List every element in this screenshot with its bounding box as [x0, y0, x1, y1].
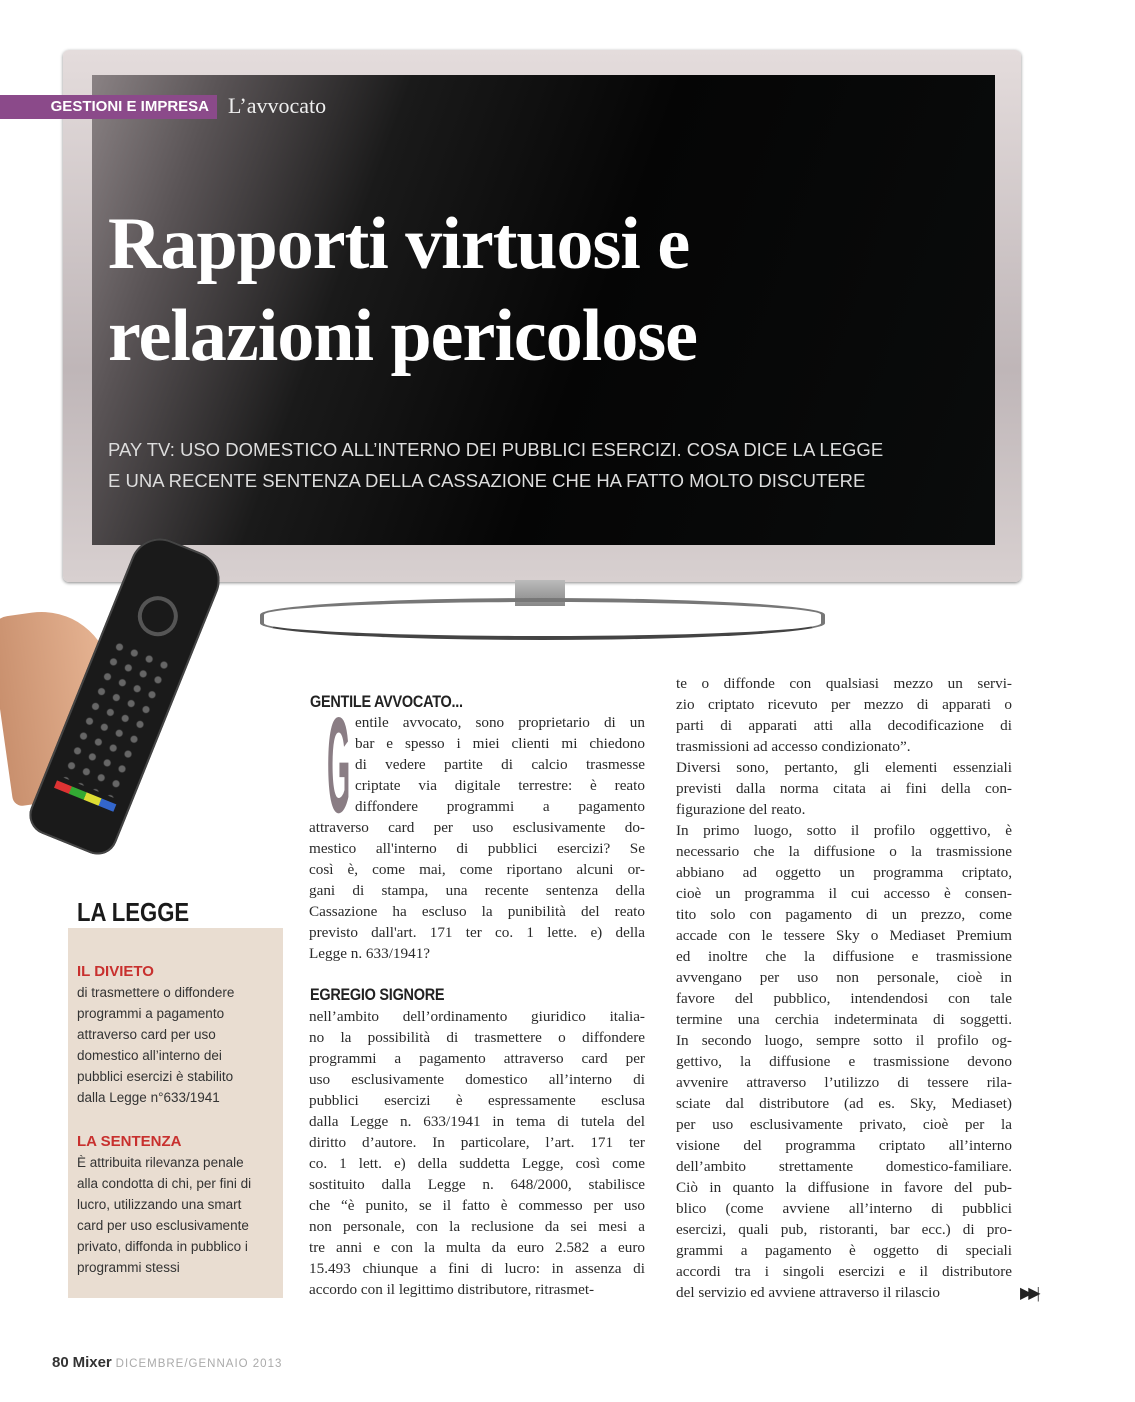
- text-line: dell’ambito strettamente domestico-familiare.: [676, 1158, 1012, 1175]
- text-line: che “è punito, se il fatto è commesso per uso: [309, 1197, 645, 1214]
- answer-column-2: [676, 673, 1012, 1303]
- text-line: per uso esclusivamente privato, cioè per la: [676, 1116, 1012, 1133]
- text-line: gettivo, la diffusione e trasmissione devono: [676, 1053, 1012, 1070]
- text-line: programmi a pagamento attraverso card per: [309, 1050, 645, 1067]
- text-line: avvenire attraverso l’utilizzo di tessere rila-: [676, 1074, 1012, 1091]
- issue-date: DICEMBRE/GENNAIO 2013: [115, 1358, 283, 1370]
- text-line: cioè un programma il cui accesso è consen-: [676, 885, 1012, 902]
- text-line: esercizi, quali pub, ristoranti, bar ecc.) di pro-: [676, 1221, 1012, 1238]
- text-line: figurazione del reato.: [676, 801, 806, 818]
- sidebar-line: lucro, utilizzando una smart: [77, 1197, 242, 1212]
- text-line: così è, come mai, come riportano alcuni or-: [309, 861, 645, 878]
- section-tag: GESTIONI E IMPRESA: [0, 95, 217, 119]
- text-line: accordo con il legittimo distributore, ritrasmet-: [309, 1281, 595, 1298]
- text-line: tre anni e con la multa da euro 2.582 a euro: [309, 1239, 645, 1256]
- text-line: ed inoltre che la diffusione e trasmissione: [676, 948, 1012, 965]
- text-line: dalla Legge n. 633/1941 in tema di tutela del: [309, 1113, 645, 1130]
- text-line: favore del pubblico, intendendosi con tale: [676, 990, 1012, 1007]
- sidebar-line: privato, diffonda in pubblico i: [77, 1239, 248, 1254]
- text-line: non personale, con la reclusione da sei mesi a: [309, 1218, 645, 1235]
- drop-cap: G: [327, 716, 351, 814]
- text-line: uso esclusivamente domestico all’interno di: [309, 1071, 645, 1088]
- text-line: trasmissioni ad accesso condizionato”.: [676, 738, 911, 755]
- sidebar-heading: LA SENTENZA: [77, 1133, 182, 1150]
- sidebar-line: attraverso card per uso: [77, 1027, 216, 1042]
- text-line: Cassazione ha escluso la punibilità del reato: [309, 903, 645, 920]
- page-number: 80: [52, 1354, 69, 1371]
- text-line: gani di stampa, una recente sentenza della: [309, 882, 645, 899]
- text-line: In primo luogo, sotto il profilo oggettivo, è: [676, 822, 1012, 839]
- text-line: sostituito dalla Legge n. 648/2000, stabilisce: [309, 1176, 645, 1193]
- text-line: no la possibilità di trasmettere o diffondere: [309, 1029, 645, 1046]
- text-line: bar e spesso i miei clienti mi chiedono: [355, 735, 645, 752]
- text-line: entile avvocato, sono proprietario di un: [355, 714, 645, 731]
- article-subtitle: [108, 434, 883, 496]
- question-text: [309, 817, 645, 964]
- answer-heading: EGREGIO SIGNORE: [310, 985, 445, 1004]
- sidebar-text: [77, 982, 283, 1108]
- subtitle-line: PAY TV: USO DOMESTICO ALL’INTERNO DEI PUBBLICI ESERCIZI. COSA DICE LA LEGGE: [108, 439, 884, 460]
- text-line: diffondere programmi a pagamento: [355, 798, 645, 815]
- text-line: Diversi sono, pertanto, gli elementi essenziali: [676, 759, 1012, 776]
- sidebar-line: di trasmettere o diffondere: [77, 985, 235, 1000]
- text-line: necessario che la diffusione o la trasmissione: [676, 843, 1012, 860]
- text-line: di vedere partite di calcio trasmesse: [355, 756, 645, 773]
- text-line: previsto dall'art. 171 ter co. 1 lette. e) della: [309, 924, 645, 941]
- text-line: diritto d’autore. In particolare, l’art. 171 ter: [309, 1134, 645, 1151]
- text-line: avvengano per uso non personale, cioè in: [676, 969, 1012, 986]
- title-line: Rapporti virtuosi e: [108, 203, 690, 285]
- text-line: mestico all'interno di pubblici esercizi? Se: [309, 840, 645, 857]
- text-line: blico (come avviene all’interno di pubblici: [676, 1200, 1012, 1217]
- text-line: tito solo con pagamento di un prezzo, come: [676, 906, 1012, 923]
- sidebar-line: È attribuita rilevanza penale: [77, 1155, 244, 1170]
- text-line: del servizio ed avviene attraverso il rilascio: [676, 1284, 940, 1301]
- page-footer: [52, 1354, 282, 1371]
- sidebar-heading: IL DIVIETO: [77, 963, 154, 980]
- text-line: grammi a pagamento è oggetto di speciali: [676, 1242, 1012, 1259]
- text-line: abbiano ad oggetto un programma criptato,: [676, 864, 1012, 881]
- text-line: Legge n. 633/1941?: [309, 945, 431, 962]
- magazine-name: Mixer: [72, 1354, 112, 1371]
- text-line: visione del programma criptato all’interno: [676, 1137, 1012, 1154]
- sidebar-line: card per uso esclusivamente: [77, 1218, 249, 1233]
- subtitle-line: E UNA RECENTE SENTENZA DELLA CASSAZIONE CHE HA FATTO MOLTO DISCUTERE: [108, 470, 866, 491]
- text-line: accordi tra i singoli esercizi e il distributore: [676, 1263, 1012, 1280]
- text-line: attraverso card per uso esclusivamente do-: [309, 819, 645, 836]
- sidebar-title: LA LEGGE: [77, 897, 190, 927]
- text-line: Ciò in quanto la diffusione in favore del pub-: [676, 1179, 1012, 1196]
- sidebar-text: [77, 1152, 283, 1278]
- text-line: parti di apparati atti alla decodificazione di: [676, 717, 1012, 734]
- sidebar-line: alla condotta di chi, per fini di: [77, 1176, 252, 1191]
- sidebar-line: dalla Legge n°633/1941: [77, 1090, 220, 1105]
- sidebar-line: programmi stessi: [77, 1260, 180, 1275]
- text-line: pubblici esercizi è espressamente esclusa: [309, 1092, 645, 1109]
- title-line: relazioni pericolose: [108, 295, 697, 377]
- question-heading: GENTILE AVVOCATO...: [310, 692, 463, 711]
- text-line: zio criptato ricevuto per mezzo di apparati o: [676, 696, 1012, 713]
- article-title: [108, 198, 697, 382]
- text-line: sciate dal distributore (ad es. Sky, Mediaset): [676, 1095, 1012, 1112]
- text-line: previsti dalla norma citata ai fini della con-: [676, 780, 1012, 797]
- answer-column-1: [309, 1006, 645, 1300]
- text-line: accade con le tessere Sky o Mediaset Premium: [676, 927, 1012, 944]
- sidebar-line: programmi a pagamento: [77, 1006, 225, 1021]
- fast-forward-icon: ▶▶|: [1020, 1285, 1036, 1302]
- text-line: nell’ambito dell’ordinamento giuridico italia-: [309, 1008, 645, 1025]
- text-line: te o diffonde con qualsiasi mezzo un servi-: [676, 675, 1012, 692]
- sidebar-line: pubblici esercizi è stabilito: [77, 1069, 234, 1084]
- text-line: co. 1 lett. e) della suddetta Legge, così come: [309, 1155, 645, 1172]
- text-line: termine una cerchia indeterminata di soggetti.: [676, 1011, 1012, 1028]
- sidebar-line: domestico all’interno dei: [77, 1048, 222, 1063]
- column-name: L’avvocato: [228, 93, 327, 118]
- sidebar-box: [68, 928, 283, 1298]
- text-line: criptate via digitale terrestre: è reato: [355, 777, 645, 794]
- question-text-indented: [355, 712, 645, 817]
- text-line: 15.493 chiunque a fini di lucro: in assenza di: [309, 1260, 645, 1277]
- text-line: In secondo luogo, sempre sotto il profilo og-: [676, 1032, 1012, 1049]
- tv-stand-base: [260, 598, 825, 640]
